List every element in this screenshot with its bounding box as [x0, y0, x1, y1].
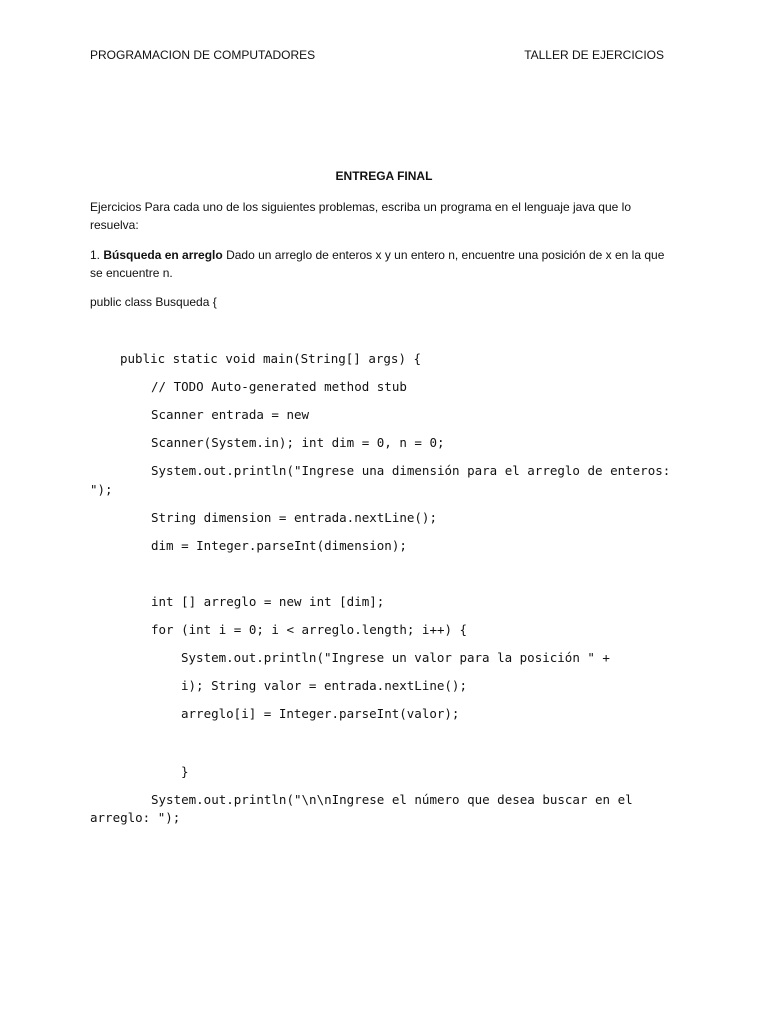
code-line: public static void main(String[] args) { [120, 351, 422, 366]
page-title: ENTREGA FINAL [335, 169, 433, 183]
code-line: String dimension = entrada.nextLine(); [151, 510, 437, 525]
code-line: System.out.println("Ingrese un valor para la posición " + [181, 650, 610, 665]
problem-paragraph [90, 246, 670, 282]
code-line: i); String valor = entrada.nextLine(); [181, 678, 467, 693]
code-line: Scanner(System.in); int dim = 0, n = 0; [151, 435, 445, 450]
code-line: dim = Integer.parseInt(dimension); [151, 538, 407, 553]
code-line: // TODO Auto-generated method stub [151, 379, 407, 394]
code-line: System.out.println("Ingrese una dimensión para el arreglo de enteros: [151, 463, 671, 478]
header-course: PROGRAMACION DE COMPUTADORES [90, 48, 316, 62]
code-line: System.out.println("\n\nIngrese el número que desea buscar en el [151, 792, 633, 807]
problem-name: Búsqueda en arreglo [103, 248, 223, 262]
problem-text: Dado un arreglo de enteros x y un entero n, encuentre una posición de x en la que se encuentre n. [90, 248, 665, 280]
code-line: for (int i = 0; i < arreglo.length; i++) { [151, 622, 468, 637]
class-declaration: public class Busqueda { [90, 295, 217, 309]
header-workshop: TALLER DE EJERCICIOS [524, 48, 664, 62]
code-line: int [] arreglo = new int [dim]; [151, 594, 385, 609]
code-line: Scanner entrada = new [151, 407, 310, 422]
code-line: arreglo: "); [90, 810, 181, 825]
problem-number: 1. [90, 248, 101, 262]
code-line: } [181, 764, 189, 779]
code-line: "); [90, 482, 113, 497]
code-line: arreglo[i] = Integer.parseInt(valor); [181, 706, 460, 721]
intro-paragraph: Ejercicios Para cada uno de los siguientes problemas, escriba un programa en el lenguaje java que lo resuelva: [90, 200, 631, 232]
